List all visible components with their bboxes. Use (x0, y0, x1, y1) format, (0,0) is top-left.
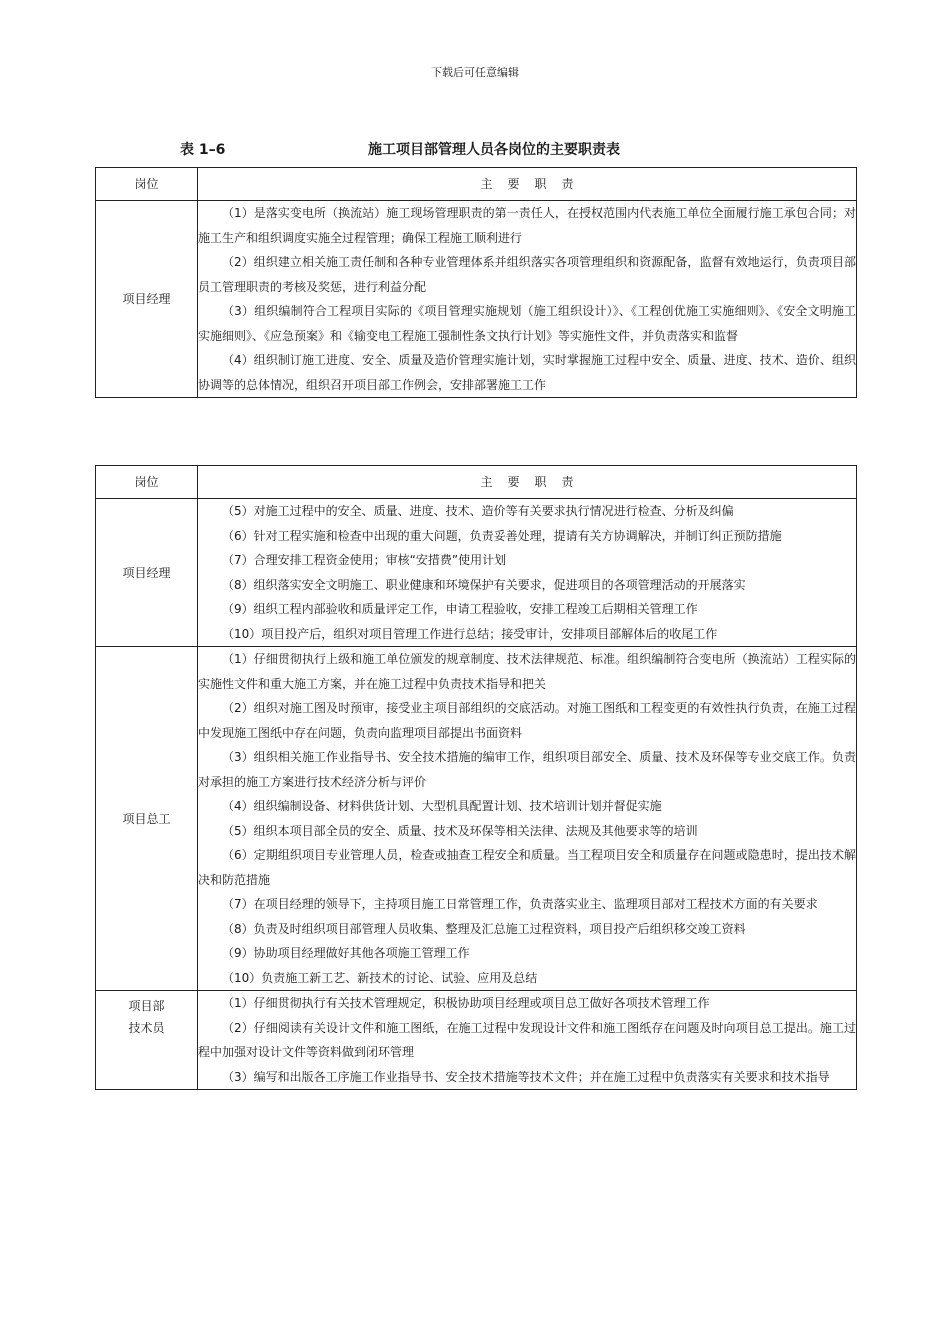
table-row (96, 499, 857, 647)
table-row (96, 647, 857, 991)
duty-item: （2）仔细阅读有关设计文件和施工图纸，在施工过程中发现设计文件和施工图纸存在问题及时向项目总工提出。施工过程中加强对设计文件等资料做到闭环管理 (198, 1020, 856, 1059)
duty-item: （8）负责及时组织项目部管理人员收集、整理及汇总施工过程资料，项目投产后组织移交竣工资料 (222, 921, 746, 936)
table-header-row (96, 168, 857, 201)
role-label-line-1: 项目部 (128, 999, 165, 1013)
duty-item: （7）合理安排工程资金使用；审核“安措费”使用计划 (222, 553, 507, 567)
duty-item: （1）仔细贯彻执行有关技术管理规定，积极协助项目经理或项目总工做好各项技术管理工作 (222, 996, 710, 1010)
table-title: 施工项目部管理人员各岗位的主要职责表 (368, 142, 620, 158)
duty-item: （6）定期组织项目专业管理人员，检查或抽查工程安全和质量。当工程项目安全和质量存在问题或隐患时，提出技术解决和防范措施 (198, 848, 856, 887)
table-number: 表 1–6 (180, 142, 226, 158)
duty-list (198, 647, 857, 991)
position-column-header: 岗位 (96, 168, 198, 201)
duty-list (198, 499, 857, 647)
duty-list (198, 201, 857, 398)
duty-item: （3）组织相关施工作业指导书、安全技术措施的编审工作，组织项目部安全、质量、技术及环保等专业交底工作。负责对承担的施工方案进行技术经济分析与评价 (198, 750, 856, 789)
duty-item: （9）组织工程内部验收和质量评定工作，申请工程验收，安排工程竣工后期相关管理工作 (222, 602, 698, 616)
table-row (96, 201, 857, 398)
duty-item: （6）针对工程实施和检查中出现的重大问题，负责妥善处理，提请有关方协调解决，并制订纠正预防措施 (222, 528, 782, 543)
duty-item: （5）对施工过程中的安全、质量、进度、技术、造价等有关要求执行情况进行检查、分析及纠偏 (222, 504, 734, 518)
page-header-note: 下载后可任意编辑 (431, 66, 519, 79)
duty-item: （3）编写和出版各工序施工作业指导书、安全技术措施等技术文件；并在施工过程中负责落实有关要求和技术指导 (222, 1069, 830, 1084)
duty-list (198, 991, 857, 1090)
duty-item: （3）组织编制符合工程项目实际的《项目管理实施规划（施工组织设计）》、《工程创优施工实施细则》、《安全文明施工实施细则》、《应急预案》和《输变电工程施工强制性条文执行计划》等实施性文件，并负责落实和监督 (198, 304, 856, 343)
duty-item: （9）协助项目经理做好其他各项施工管理工作 (222, 946, 470, 960)
role-label-line-2: 技术员 (128, 1021, 165, 1035)
duty-item: （10）负责施工新工艺、新技术的讨论、试验、应用及总结 (222, 970, 538, 985)
role-cell-technician (96, 991, 198, 1090)
table-row (96, 991, 857, 1090)
duty-table-part-1 (95, 167, 857, 398)
role-cell-project-manager: 项目经理 (96, 201, 198, 398)
duty-item: （7）在项目经理的领导下，主持项目施工日常管理工作，负责落实业主、监理项目部对工程技术方面的有关要求 (222, 897, 818, 911)
duty-item: （1）仔细贯彻执行上级和施工单位颁发的规章制度、技术法律规范、标准。组织编制符合变电所（换流站）工程实际的实施性文件和重大施工方案，并在施工过程中负责技术指导和把关 (198, 652, 856, 691)
duty-item: （4）组织编制设备、材料供货计划、大型机具配置计划、技术培训计划并督促实施 (222, 799, 662, 813)
duty-item: （5）组织本项目部全员的安全、质量、技术及环保等相关法律、法规及其他要求等的培训 (222, 823, 698, 838)
duty-item: （1）是落实变电所（换流站）施工现场管理职责的第一责任人，在授权范围内代表施工单位全面履行施工承包合同；对施工生产和组织调度实施全过程管理；确保工程施工顺利进行 (198, 206, 856, 245)
duty-item: （2）组织对施工图及时预审，接受业主项目部组织的交底活动。对施工图纸和工程变更的有效性执行负责，在施工过程中发现施工图纸中存在问题，负责向监理项目部提出书面资料 (198, 701, 856, 740)
duty-item: （10）项目投产后，组织对项目管理工作进行总结；接受审计，安排项目部解体后的收尾工作 (222, 626, 718, 641)
table-caption (180, 140, 680, 160)
duties-column-header: 主要职责 (198, 466, 857, 499)
role-cell-project-manager: 项目经理 (96, 499, 198, 647)
duties-column-header: 主要职责 (198, 168, 857, 201)
role-cell-chief-engineer: 项目总工 (96, 647, 198, 991)
duty-table-part-2 (95, 465, 857, 1090)
duty-item: （4）组织制订施工进度、安全、质量及造价管理实施计划，实时掌握施工过程中安全、质量、进度、技术、造价、组织协调等的总体情况，组织召开项目部工作例会，安排部署施工工作 (198, 353, 856, 392)
duty-item: （8）组织落实安全文明施工、职业健康和环境保护有关要求，促进项目的各项管理活动的开展落实 (222, 577, 746, 592)
table-header-row (96, 466, 857, 499)
duty-item: （2）组织建立相关施工责任制和各种专业管理体系并组织落实各项管理组织和资源配备，监督有效地运行，负责项目部员工管理职责的考核及奖惩，进行利益分配 (198, 255, 856, 294)
position-column-header: 岗位 (96, 466, 198, 499)
